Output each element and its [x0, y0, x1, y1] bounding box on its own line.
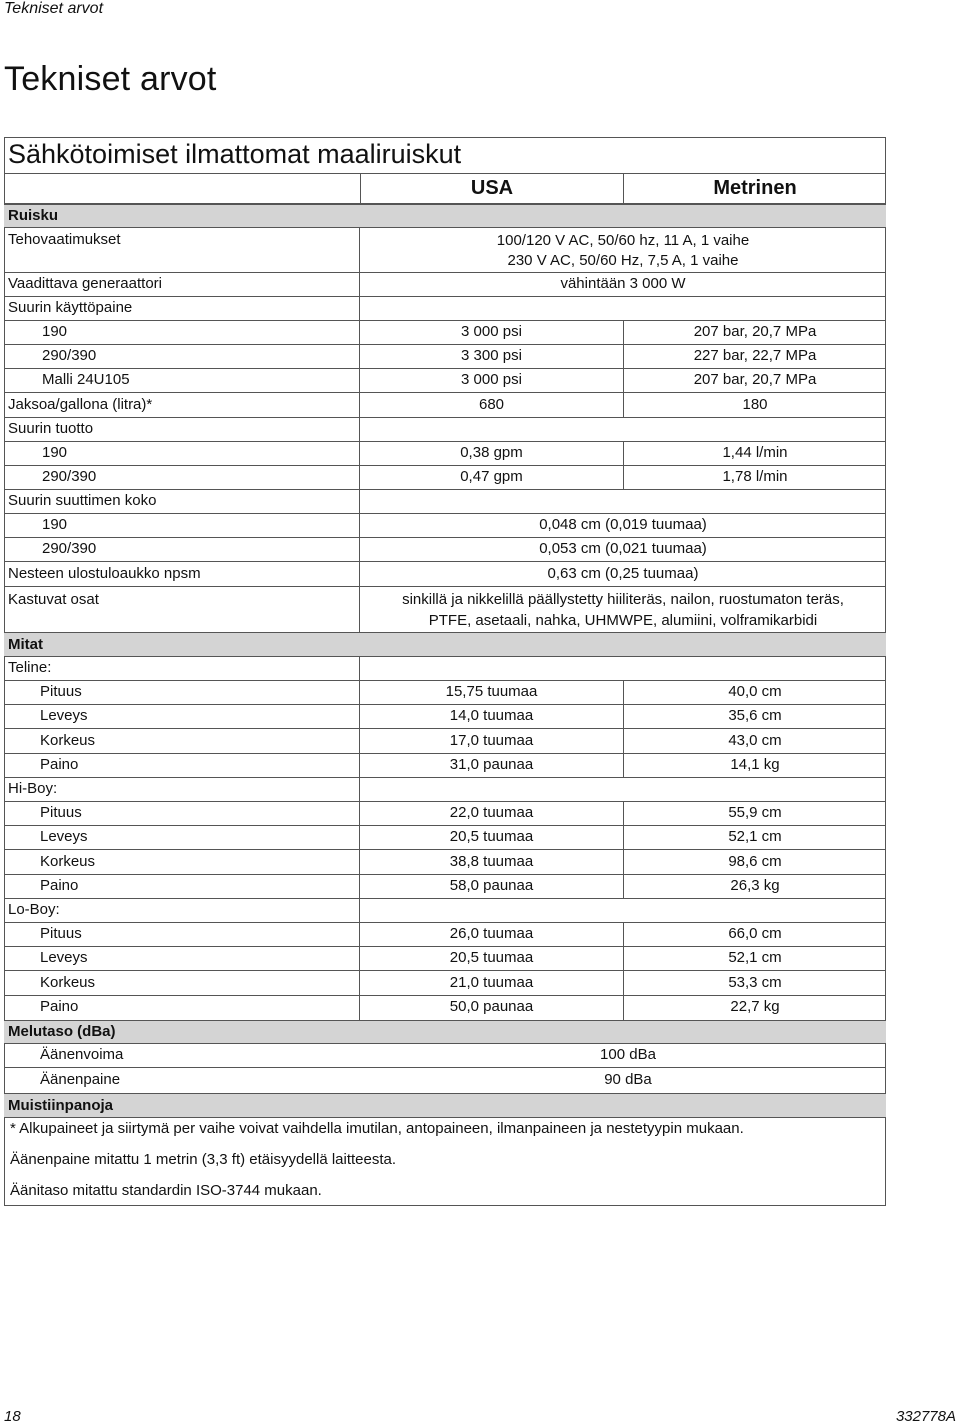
row-label: Paino [4, 996, 360, 1020]
metric-value: 1,44 l/min [722, 444, 788, 461]
band-ruisku [4, 204, 886, 228]
row-wetted-parts [4, 587, 886, 632]
row-group-hiboy [4, 778, 886, 802]
row-label: 190 [4, 514, 360, 537]
row-pressure [4, 345, 886, 369]
row-max-tip [4, 490, 886, 514]
row-dimension [4, 826, 886, 850]
row-label: Pituus [4, 802, 360, 825]
row-dimension [4, 729, 886, 754]
row-dimension [4, 996, 886, 1020]
row-dimension [4, 947, 886, 971]
usa-value: 17,0 tuumaa [360, 729, 624, 753]
row-outlet [4, 562, 886, 587]
page-title: Tekniset arvot [4, 60, 217, 98]
wetted-line1: sinkillä ja nikkelillä päällystetty hiiliteräs, nailon, ruostumaton teräs, [402, 591, 844, 608]
row-group-teline [4, 657, 886, 681]
generator-value: vähintään 3 000 W [560, 275, 686, 292]
band-label: Muistiinpanoja [8, 1097, 113, 1114]
row-label: Nesteen ulostuloaukko npsm [4, 562, 360, 586]
band-label: Ruisku [8, 207, 59, 224]
row-label: Malli 24U105 [4, 369, 360, 392]
row-label: Vaadittava generaattori [4, 273, 360, 296]
metric-value: 40,0 cm [728, 683, 782, 700]
row-generator [4, 273, 886, 297]
usa-value: 15,75 tuumaa [360, 681, 624, 704]
outlet-value: 0,63 cm (0,25 tuumaa) [547, 565, 699, 582]
row-label: Suurin käyttöpaine [4, 297, 360, 320]
row-group-loboy [4, 899, 886, 923]
noise-value: 90 dBa [604, 1071, 652, 1088]
row-dimension [4, 802, 886, 826]
row-flow [4, 466, 886, 490]
tip-value: 0,048 cm (0,019 tuumaa) [539, 516, 707, 533]
row-noise [4, 1068, 886, 1093]
row-dimension [4, 850, 886, 875]
row-noise [4, 1044, 886, 1068]
metric-value: 52,1 cm [728, 949, 782, 966]
metric-value: 55,9 cm [728, 804, 782, 821]
usa-value: 3 300 psi [360, 345, 624, 368]
row-label: Äänenpaine [40, 1071, 121, 1088]
metric-value: 66,0 cm [728, 925, 782, 942]
power-values [360, 228, 886, 272]
row-label: 290/390 [4, 466, 360, 489]
usa-value: 20,5 tuumaa [360, 826, 624, 849]
row-pressure [4, 321, 886, 345]
row-dimension [4, 971, 886, 996]
usa-value: 20,5 tuumaa [360, 947, 624, 970]
row-power [4, 228, 886, 273]
column-header-usa: USA [360, 174, 624, 203]
row-label: Korkeus [4, 971, 360, 995]
metric-value: 227 bar, 22,7 MPa [693, 347, 817, 364]
row-label: Leveys [4, 705, 360, 728]
row-label: Paino [4, 754, 360, 777]
row-label: 190 [4, 442, 360, 465]
row-label: Jaksoa/gallona (litra)* [4, 393, 360, 417]
usa-value: 0,47 gpm [360, 466, 624, 489]
row-label: 290/390 [4, 345, 360, 368]
band-muistiinpanoja [4, 1093, 886, 1118]
running-header: Tekniset arvot [4, 0, 104, 17]
row-dimension [4, 754, 886, 778]
row-max-flow [4, 418, 886, 442]
usa-value: 50,0 paunaa [360, 996, 624, 1020]
metric-value: 207 bar, 20,7 MPa [693, 371, 817, 388]
note: Äänitaso mitattu standardin ISO-3744 mukaan. [10, 1182, 322, 1199]
row-label: Suurin tuotto [4, 418, 360, 441]
wetted-values [360, 587, 886, 632]
document-code: 332778A [895, 1408, 956, 1425]
band-mitat [4, 632, 886, 657]
row-max-pressure [4, 297, 886, 321]
row-label: Korkeus [4, 850, 360, 874]
group-label: Hi-Boy: [4, 778, 360, 801]
row-dimension [4, 681, 886, 705]
metric-value: 53,3 cm [728, 974, 782, 991]
wetted-line2: PTFE, asetaali, nahka, UHMWPE, alumiini, volframikarbidi [428, 612, 818, 629]
power-value-line2: 230 V AC, 50/60 Hz, 7,5 A, 1 vaihe [507, 252, 739, 269]
metric-value: 98,6 cm [728, 853, 782, 870]
usa-value: 31,0 paunaa [360, 754, 624, 777]
tip-value: 0,053 cm (0,021 tuumaa) [539, 540, 707, 557]
usa-value: 21,0 tuumaa [360, 971, 624, 995]
row-tip [4, 514, 886, 538]
row-label: Leveys [4, 826, 360, 849]
row-dimension [4, 875, 886, 899]
page-number: 18 [4, 1408, 21, 1425]
band-label: Mitat [8, 636, 43, 653]
usa-value: 3 000 psi [360, 369, 624, 392]
row-label: Kastuvat osat [4, 587, 360, 632]
note: Äänenpaine mitattu 1 metrin (3,3 ft) etäisyydellä laitteesta. [10, 1151, 397, 1168]
row-label: Suurin suuttimen koko [4, 490, 360, 513]
usa-value: 680 [360, 393, 624, 417]
group-label: Lo-Boy: [4, 899, 360, 922]
usa-value: 0,38 gpm [360, 442, 624, 465]
row-dimension [4, 923, 886, 947]
metric-value: 43,0 cm [728, 732, 782, 749]
group-label: Teline: [4, 657, 360, 680]
row-label: Korkeus [4, 729, 360, 753]
band-melutaso [4, 1020, 886, 1044]
row-label: 190 [4, 321, 360, 344]
row-label: Paino [4, 875, 360, 898]
row-label: Pituus [4, 923, 360, 946]
metric-value: 180 [742, 396, 768, 413]
power-value-line1: 100/120 V AC, 50/60 hz, 11 A, 1 vaihe [496, 232, 750, 249]
section-title: Sähkötoimiset ilmattomat maaliruiskut [4, 137, 886, 174]
column-header-metric: Metrinen [713, 177, 797, 199]
metric-value: 207 bar, 20,7 MPa [693, 323, 817, 340]
row-label: Leveys [4, 947, 360, 970]
metric-value: 14,1 kg [730, 756, 780, 773]
row-label: Pituus [4, 681, 360, 704]
usa-value: 38,8 tuumaa [360, 850, 624, 874]
noise-value: 100 dBa [600, 1046, 656, 1063]
row-cycles [4, 393, 886, 418]
band-label: Melutaso (dBa) [8, 1023, 116, 1040]
usa-value: 14,0 tuumaa [360, 705, 624, 728]
column-header-row [4, 174, 886, 204]
row-dimension [4, 705, 886, 729]
usa-value: 58,0 paunaa [360, 875, 624, 898]
metric-value: 1,78 l/min [722, 468, 788, 485]
metric-value: 35,6 cm [728, 707, 782, 724]
metric-value: 22,7 kg [730, 998, 780, 1015]
usa-value: 3 000 psi [360, 321, 624, 344]
usa-value: 22,0 tuumaa [360, 802, 624, 825]
note: * Alkupaineet ja siirtymä per vaihe voivat vaihdella imutilan, antopaineen, ilmanpaineen ja nestetyypin mukaan. [10, 1120, 744, 1137]
row-label: Äänenvoima [40, 1046, 124, 1063]
metric-value: 52,1 cm [728, 828, 782, 845]
metric-value: 26,3 kg [730, 877, 780, 894]
row-tip [4, 538, 886, 562]
row-label: 290/390 [4, 538, 360, 561]
row-flow [4, 442, 886, 466]
usa-value: 26,0 tuumaa [360, 923, 624, 946]
row-label: Tehovaatimukset [4, 228, 360, 272]
row-pressure [4, 369, 886, 393]
